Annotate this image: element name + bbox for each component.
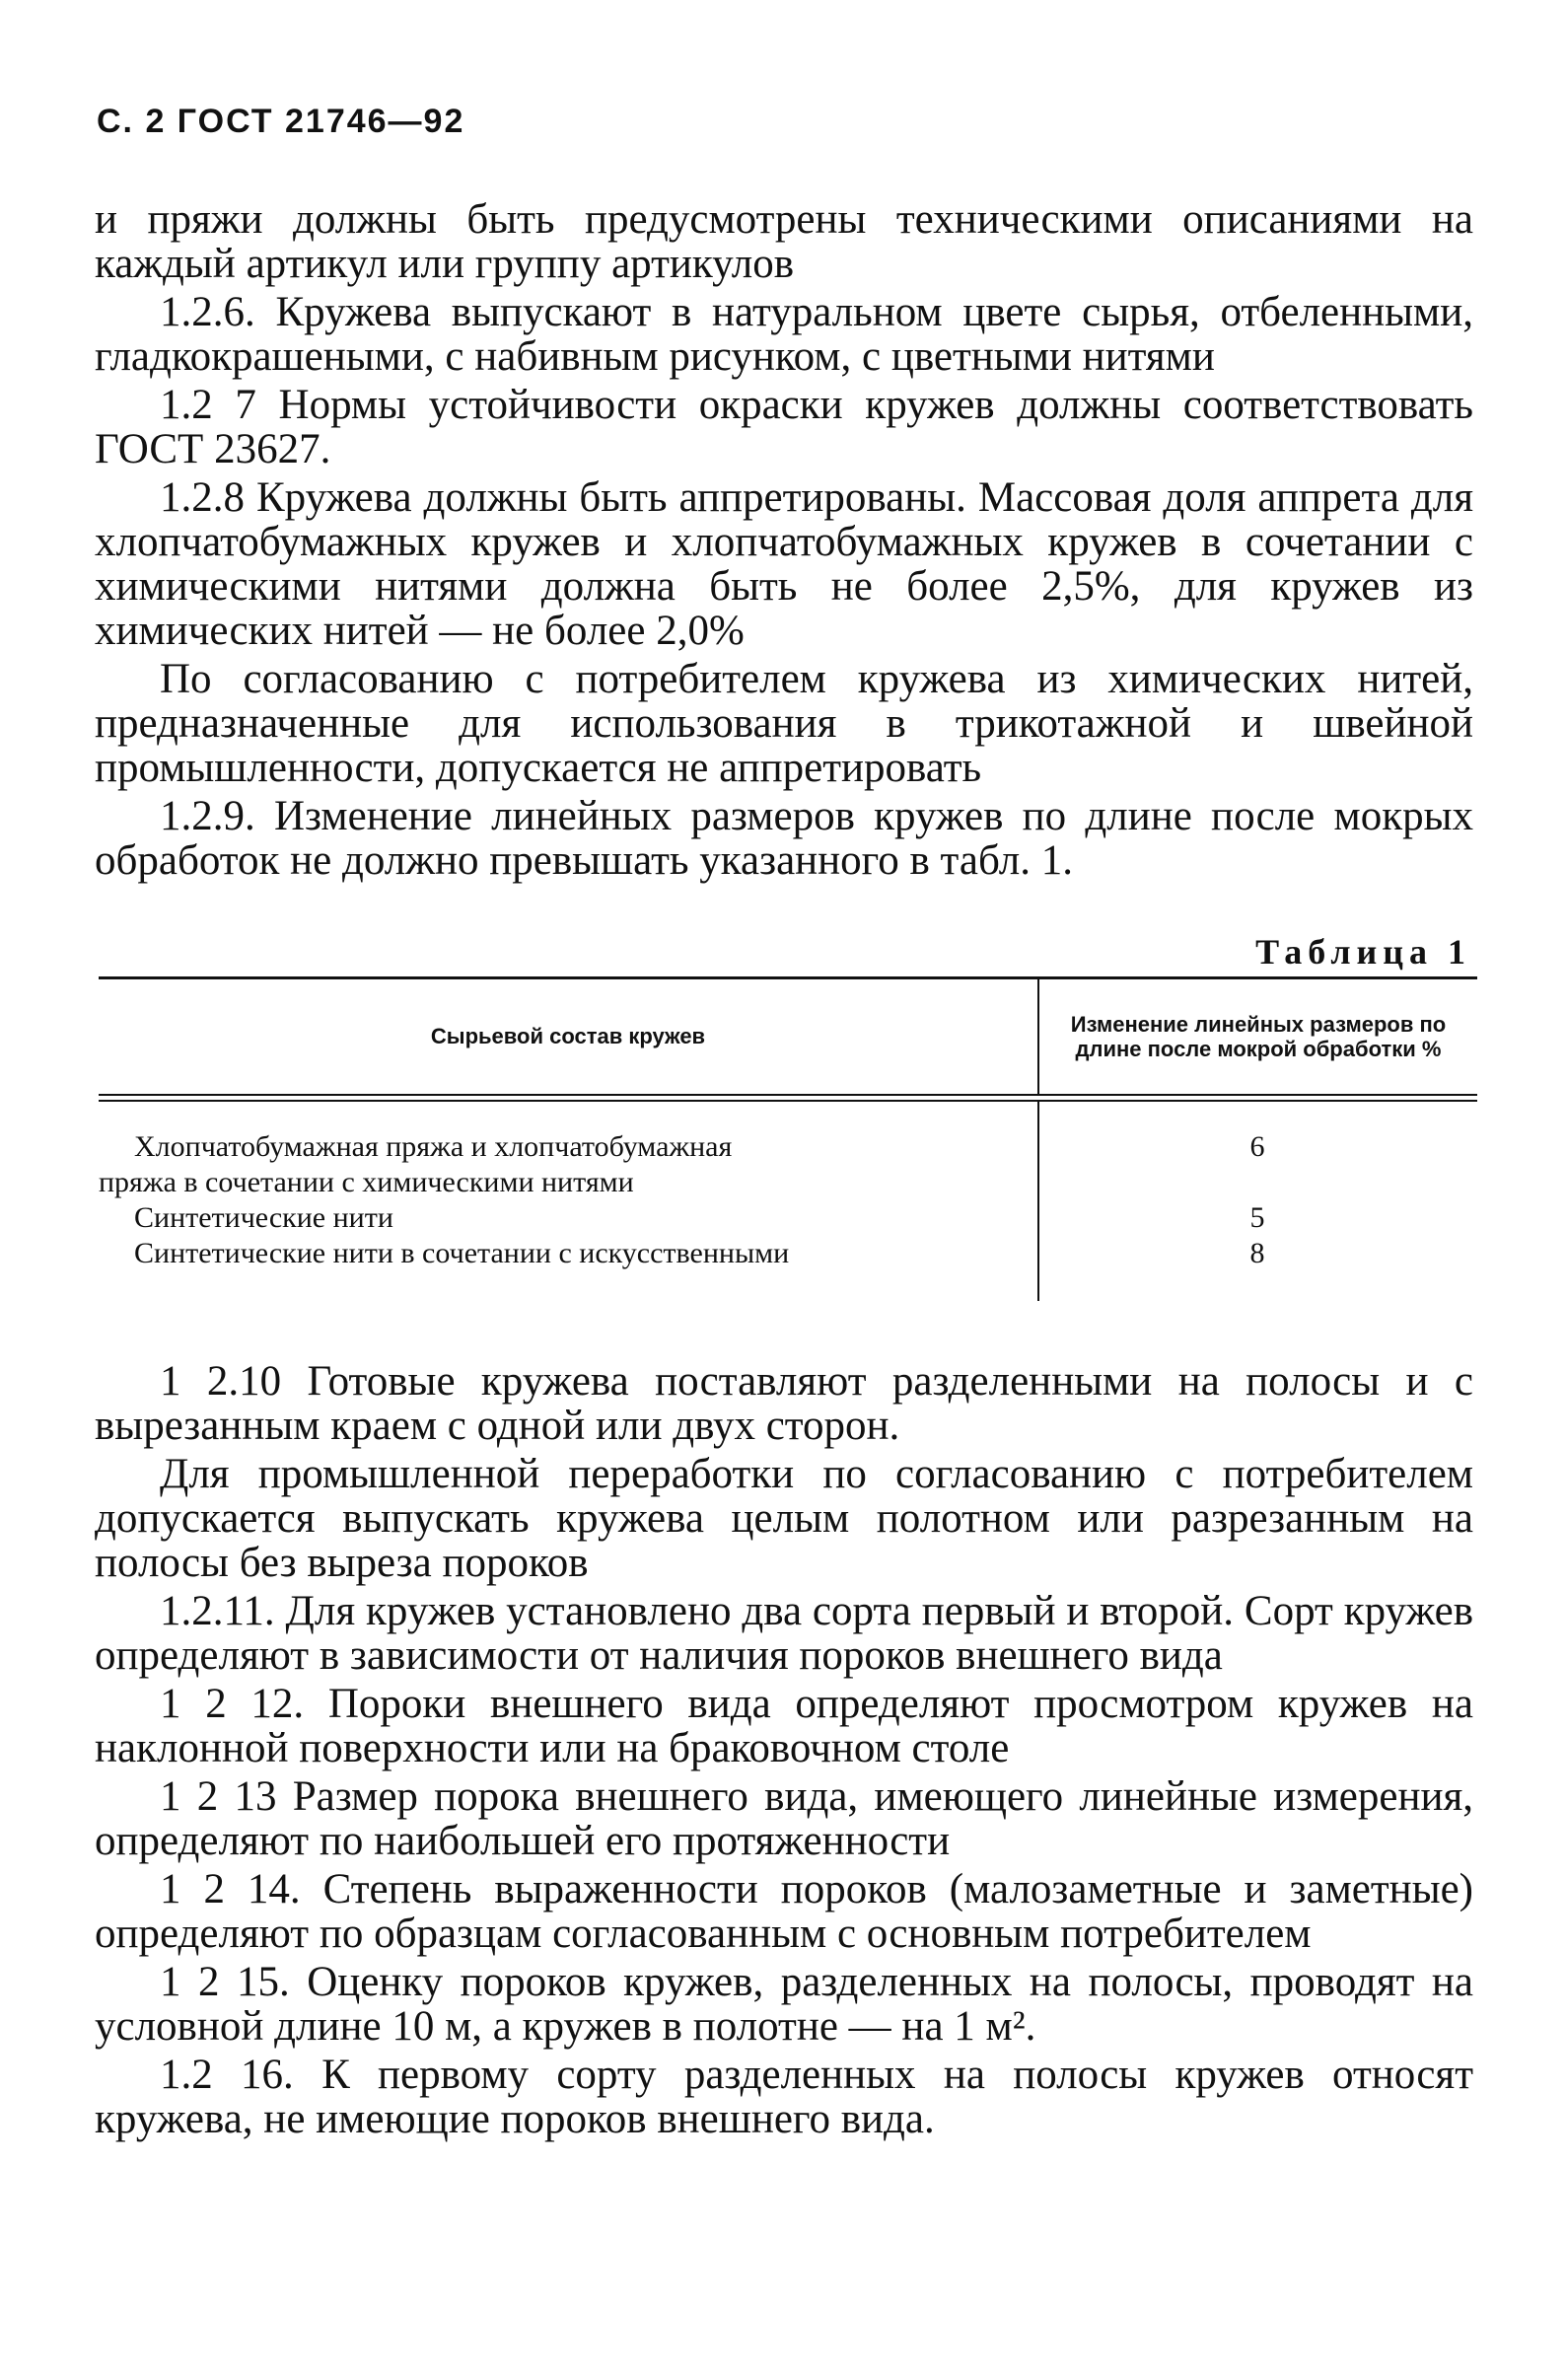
table-header-change: Изменение линейных размеров по длине после мокрой обработки % (1070, 1012, 1447, 1061)
table-header-composition: Сырьевой состав кружев (99, 979, 1039, 1094)
paragraph-agreement: По согласованию с потребителем кружева из химических нитей, предназначенные для использования в трикотажной и швейной промышленности, допускается не аппретировать (95, 656, 1473, 791)
table-header-double-rule (99, 1094, 1477, 1102)
table-1 (99, 976, 1477, 1301)
paragraph-1-2-13: 1 2 13 Размер порока внешнего вида, имеющего линейные измерения, определяют по наибольшей его протяженности (95, 1773, 1473, 1864)
table-cell-composition: пряжа в сочетании с химическими нитями (99, 1166, 634, 1198)
page-header: С. 2 ГОСТ 21746—92 (97, 103, 465, 140)
table-header-row (99, 979, 1477, 1094)
table-row (99, 1236, 1477, 1271)
table-cell-composition: Синтетические нити (134, 1201, 393, 1234)
paragraph-1-2-14: 1 2 14. Степень выраженности пороков (малозаметные и заметные) определяют по образцам согласованным с основным потребителем (95, 1866, 1473, 1957)
paragraph-1-2-15: 1 2 15. Оценку пороков кружев, разделенных на полосы, проводят на условной длине 10 м, а кружев в полотне — на 1 м². (95, 1959, 1473, 2050)
paragraph-continuation: и пряжи должны быть предусмотрены техническими описаниями на каждый артикул или группу артикулов (95, 196, 1473, 287)
table-cell-empty (1037, 1165, 1477, 1200)
table-cell-value: 5 (1249, 1201, 1265, 1234)
paragraph-1-2-6: 1.2.6. Кружева выпускают в натуральном цвете сырья, отбеленными, гладкокрашеными, с набивным рисунком, с цветными нитями (95, 289, 1473, 380)
paragraph-1-2-9: 1.2.9. Изменение линейных размеров кружев по длине после мокрых обработок не должно превышать указанного в табл. 1. (95, 793, 1473, 884)
table-cell-value: 6 (1249, 1130, 1265, 1163)
text-section-bottom (95, 1359, 1473, 2145)
paragraph-1-2-7: 1.2 7 Нормы устойчивости окраски кружев должны соответствовать ГОСТ 23627. (95, 382, 1473, 472)
paragraph-1-2-12: 1 2 12. Пороки внешнего вида определяют просмотром кружев на наклонной поверхности или на браковочном столе (95, 1681, 1473, 1771)
paragraph-1-2-11: 1.2.11. Для кружев установлено два сорта первый и второй. Сорт кружев определяют в зависимости от наличия пороков внешнего вида (95, 1588, 1473, 1679)
paragraph-1-2-16: 1.2 16. К первому сорту разделенных на полосы кружев относят кружева, не имеющие пороков внешнего вида. (95, 2052, 1473, 2142)
paragraph-industrial: Для промышленной переработки по согласованию с потребителем допускается выпускать кружева целым полотном или разрезанным на полосы без выреза пороков (95, 1451, 1473, 1586)
text-section-top (95, 197, 1473, 887)
table-row (99, 1129, 1477, 1165)
table-row-continuation (99, 1165, 1477, 1200)
table-caption: Таблица 1 (1255, 932, 1471, 972)
paragraph-1-2-10: 1 2.10 Готовые кружева поставляют разделенными на полосы и с вырезанным краем с одной или двух сторон. (95, 1358, 1473, 1449)
table-row (99, 1200, 1477, 1236)
table-cell-composition: Синтетические нити в сочетании с искусственными (134, 1237, 790, 1269)
paragraph-1-2-8: 1.2.8 Кружева должны быть аппретированы. Массовая доля аппрета для хлопчатобумажных кружев и хлопчатобумажных кружев в сочетании с химическими нитями должна быть не более 2,5%, для кружев из химических нитей — не более 2,0% (95, 474, 1473, 654)
table-cell-composition: Хлопчатобумажная пряжа и хлопчатобумажная (134, 1130, 733, 1163)
table-body (99, 1102, 1477, 1301)
table-cell-value: 8 (1249, 1237, 1265, 1269)
